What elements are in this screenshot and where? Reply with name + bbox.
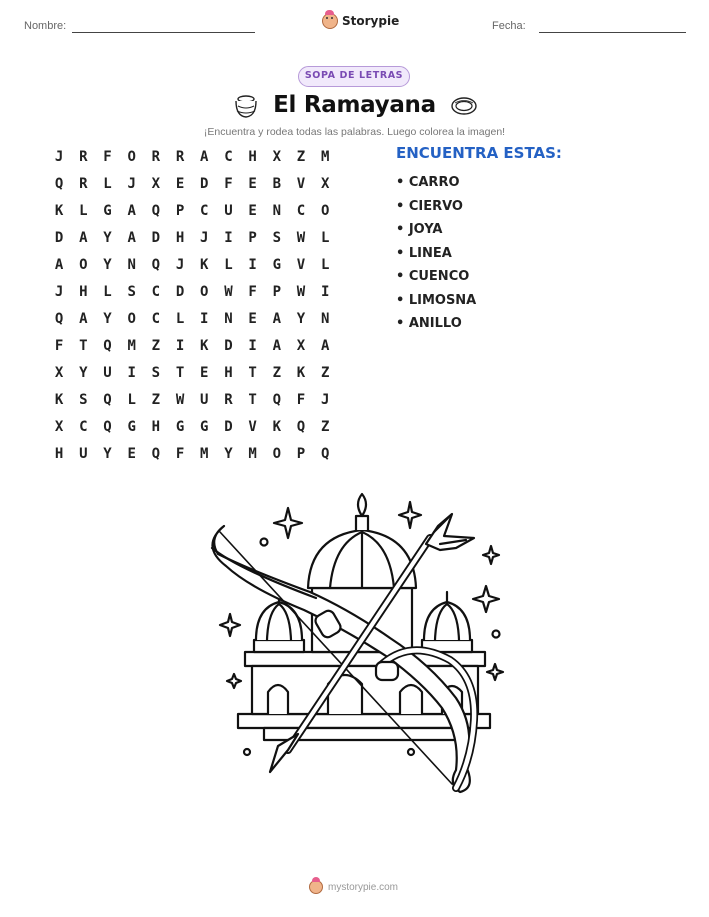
- grid-letter[interactable]: X: [296, 338, 306, 354]
- grid-letter[interactable]: Q: [151, 257, 161, 273]
- grid-letter[interactable]: S: [79, 392, 88, 408]
- grid-letter[interactable]: S: [272, 230, 281, 246]
- grid-letter[interactable]: K: [296, 365, 306, 381]
- grid-letter[interactable]: F: [248, 284, 257, 300]
- grid-letter[interactable]: G: [103, 203, 112, 219]
- grid-row: [47, 336, 337, 363]
- grid-letter[interactable]: R: [79, 149, 88, 165]
- grid-letter[interactable]: Y: [103, 257, 112, 273]
- grid-letter[interactable]: S: [127, 284, 136, 300]
- grid-letter[interactable]: I: [175, 338, 185, 354]
- grid-row: [47, 390, 337, 417]
- grid-letter[interactable]: Q: [272, 392, 281, 408]
- grid-letter[interactable]: C: [151, 311, 161, 327]
- grid-letter[interactable]: H: [151, 419, 161, 435]
- grid-letter[interactable]: W: [224, 284, 233, 300]
- grid-letter[interactable]: Z: [320, 419, 330, 435]
- grid-letter[interactable]: Q: [103, 392, 112, 408]
- grid-letter[interactable]: Z: [296, 149, 306, 165]
- temple-bow-arrow-drawing: [190, 488, 510, 808]
- grid-letter[interactable]: Q: [151, 203, 161, 219]
- date-line[interactable]: [539, 32, 686, 33]
- grid-letter[interactable]: Z: [320, 365, 330, 381]
- grid-letter[interactable]: D: [54, 230, 64, 246]
- grid-letter[interactable]: N: [224, 311, 233, 327]
- word-item: • ANILLO: [396, 316, 462, 331]
- grid-letter[interactable]: U: [224, 203, 233, 219]
- grid-letter[interactable]: H: [175, 230, 185, 246]
- grid-letter[interactable]: J: [127, 176, 136, 192]
- footer: [309, 880, 398, 894]
- grid-letter[interactable]: J: [175, 257, 185, 273]
- grid-letter[interactable]: D: [224, 419, 233, 435]
- grid-letter[interactable]: P: [175, 203, 185, 219]
- grid-letter[interactable]: W: [296, 230, 306, 246]
- grid-letter[interactable]: Y: [103, 230, 112, 246]
- grid-row: [47, 201, 337, 228]
- grid-letter[interactable]: L: [224, 257, 233, 273]
- grid-letter[interactable]: E: [248, 176, 257, 192]
- grid-letter[interactable]: I: [127, 365, 136, 381]
- word-item: • CUENCO: [396, 269, 470, 284]
- grid-letter[interactable]: T: [175, 365, 185, 381]
- grid-letter[interactable]: A: [79, 230, 88, 246]
- grid-letter[interactable]: M: [248, 446, 257, 462]
- grid-letter[interactable]: E: [175, 176, 185, 192]
- grid-row: [47, 309, 337, 336]
- grid-letter[interactable]: A: [320, 338, 330, 354]
- grid-letter[interactable]: A: [79, 311, 88, 327]
- grid-letter[interactable]: L: [79, 203, 88, 219]
- grid-letter[interactable]: J: [320, 392, 330, 408]
- grid-letter[interactable]: H: [248, 149, 257, 165]
- grid-letter[interactable]: I: [224, 230, 233, 246]
- grid-letter[interactable]: N: [127, 257, 136, 273]
- grid-letter[interactable]: T: [248, 392, 257, 408]
- grid-letter[interactable]: J: [54, 149, 64, 165]
- grid-letter[interactable]: K: [54, 203, 64, 219]
- grid-row: [47, 363, 337, 390]
- grid-letter[interactable]: J: [54, 284, 64, 300]
- grid-letter[interactable]: C: [79, 419, 88, 435]
- grid-letter[interactable]: I: [320, 284, 330, 300]
- grid-letter[interactable]: R: [151, 149, 161, 165]
- grid-row: [47, 147, 337, 174]
- word-item: • LINEA: [396, 245, 452, 261]
- grid-letter[interactable]: T: [79, 338, 88, 354]
- grid-letter[interactable]: I: [200, 311, 209, 327]
- grid-letter[interactable]: C: [200, 203, 209, 219]
- grid-letter[interactable]: Q: [103, 419, 112, 435]
- grid-letter[interactable]: P: [248, 230, 257, 246]
- grid-letter[interactable]: V: [248, 419, 257, 435]
- grid-letter[interactable]: A: [272, 338, 281, 354]
- grid-letter[interactable]: A: [127, 230, 136, 246]
- grid-row: [47, 444, 337, 471]
- grid-letter[interactable]: A: [127, 203, 136, 219]
- grid-letter[interactable]: G: [175, 419, 185, 435]
- grid-letter[interactable]: G: [272, 257, 281, 273]
- grid-letter[interactable]: Z: [151, 392, 161, 408]
- grid-letter[interactable]: E: [200, 365, 209, 381]
- grid-letter[interactable]: E: [127, 446, 136, 462]
- name-label: Nombre:: [24, 20, 67, 32]
- grid-letter[interactable]: X: [54, 365, 64, 381]
- grid-letter[interactable]: C: [224, 149, 233, 165]
- grid-letter[interactable]: Z: [151, 338, 161, 354]
- grid-letter[interactable]: K: [272, 419, 281, 435]
- grid-letter[interactable]: U: [79, 446, 88, 462]
- word-item: • JOYA: [396, 222, 443, 237]
- grid-letter[interactable]: X: [54, 419, 64, 435]
- storypie-logo-icon: [309, 880, 323, 894]
- grid-letter[interactable]: C: [151, 284, 161, 300]
- word-list-title: ENCUENTRA ESTAS:: [396, 144, 562, 162]
- grid-letter[interactable]: V: [296, 176, 306, 192]
- grid-letter[interactable]: T: [248, 365, 257, 381]
- grid-row: [47, 228, 337, 255]
- grid-letter[interactable]: L: [103, 284, 112, 300]
- grid-letter[interactable]: Q: [103, 338, 112, 354]
- grid-letter[interactable]: A: [200, 149, 209, 165]
- grid-letter[interactable]: D: [175, 284, 185, 300]
- grid-letter[interactable]: O: [200, 284, 209, 300]
- grid-letter[interactable]: I: [248, 257, 257, 273]
- grid-letter[interactable]: V: [296, 257, 306, 273]
- word-item: • CARRO: [396, 175, 460, 190]
- word-search-grid[interactable]: [47, 147, 337, 471]
- grid-letter[interactable]: F: [296, 392, 306, 408]
- grid-letter[interactable]: L: [320, 257, 330, 273]
- word-item: • CIERVO: [396, 198, 463, 214]
- grid-letter[interactable]: N: [272, 203, 281, 219]
- grid-letter[interactable]: P: [272, 284, 281, 300]
- grid-letter[interactable]: Y: [224, 446, 233, 462]
- grid-letter[interactable]: O: [320, 203, 330, 219]
- grid-letter[interactable]: X: [272, 149, 281, 165]
- grid-letter[interactable]: J: [200, 230, 209, 246]
- grid-letter[interactable]: P: [296, 446, 306, 462]
- grid-letter[interactable]: H: [224, 365, 233, 381]
- grid-letter[interactable]: L: [127, 392, 136, 408]
- page-title: El Ramayana: [273, 92, 436, 118]
- grid-letter[interactable]: I: [248, 338, 257, 354]
- grid-letter[interactable]: A: [272, 311, 281, 327]
- grid-letter[interactable]: Y: [103, 446, 112, 462]
- grid-letter[interactable]: G: [200, 419, 209, 435]
- grid-letter[interactable]: R: [79, 176, 88, 192]
- grid-row: [47, 282, 337, 309]
- name-line[interactable]: [72, 32, 255, 33]
- grid-letter[interactable]: L: [175, 311, 185, 327]
- grid-letter[interactable]: B: [272, 176, 281, 192]
- grid-letter[interactable]: N: [320, 311, 330, 327]
- grid-letter[interactable]: O: [272, 446, 281, 462]
- grid-letter[interactable]: D: [224, 338, 233, 354]
- grid-letter[interactable]: Y: [79, 365, 88, 381]
- grid-letter[interactable]: Y: [296, 311, 306, 327]
- grid-letter[interactable]: K: [200, 257, 209, 273]
- grid-letter[interactable]: H: [79, 284, 88, 300]
- grid-letter[interactable]: F: [103, 149, 112, 165]
- grid-letter[interactable]: L: [103, 176, 112, 192]
- grid-letter[interactable]: G: [127, 419, 136, 435]
- activity-badge: SOPA DE LETRAS: [298, 66, 410, 87]
- grid-letter[interactable]: W: [296, 284, 306, 300]
- word-list: [396, 144, 562, 340]
- grid-letter[interactable]: A: [54, 257, 64, 273]
- grid-letter[interactable]: O: [127, 149, 136, 165]
- grid-letter[interactable]: Z: [272, 365, 281, 381]
- grid-letter[interactable]: H: [54, 446, 64, 462]
- grid-letter[interactable]: U: [103, 365, 112, 381]
- grid-letter[interactable]: F: [224, 176, 233, 192]
- footer-url[interactable]: mystorypie.com: [328, 881, 399, 893]
- grid-letter[interactable]: Y: [103, 311, 112, 327]
- brand: [322, 13, 399, 29]
- grid-letter[interactable]: M: [127, 338, 136, 354]
- grid-letter[interactable]: D: [151, 230, 161, 246]
- instructions: ¡Encuentra y rodea todas las palabras. Luego colorea la imagen!: [203, 126, 506, 138]
- ring-icon: [450, 96, 478, 116]
- grid-letter[interactable]: U: [200, 392, 209, 408]
- grid-letter[interactable]: W: [175, 392, 185, 408]
- grid-letter[interactable]: X: [320, 176, 330, 192]
- grid-letter[interactable]: K: [54, 392, 64, 408]
- grid-letter[interactable]: C: [296, 203, 306, 219]
- grid-letter[interactable]: Q: [151, 446, 161, 462]
- grid-letter[interactable]: E: [248, 311, 257, 327]
- grid-letter[interactable]: X: [151, 176, 161, 192]
- grid-letter[interactable]: K: [200, 338, 209, 354]
- date-label: Fecha:: [492, 20, 526, 32]
- grid-row: [47, 174, 337, 201]
- grid-letter[interactable]: E: [248, 203, 257, 219]
- grid-letter[interactable]: R: [224, 392, 233, 408]
- brand-name: Storypie: [342, 14, 400, 28]
- grid-letter[interactable]: Q: [54, 311, 64, 327]
- grid-row: [47, 255, 337, 282]
- grid-letter[interactable]: L: [320, 230, 330, 246]
- grid-letter[interactable]: M: [320, 149, 330, 165]
- storypie-logo-icon: [322, 13, 338, 29]
- grid-row: [47, 417, 337, 444]
- grid-letter[interactable]: Q: [54, 176, 64, 192]
- grid-letter[interactable]: F: [175, 446, 185, 462]
- word-item: • LIMOSNA: [396, 292, 477, 308]
- grid-letter[interactable]: Q: [296, 419, 306, 435]
- grid-letter[interactable]: O: [79, 257, 88, 273]
- grid-letter[interactable]: O: [127, 311, 136, 327]
- grid-letter[interactable]: D: [200, 176, 209, 192]
- grid-letter[interactable]: R: [175, 149, 185, 165]
- grid-letter[interactable]: M: [200, 446, 209, 462]
- grid-letter[interactable]: F: [54, 338, 64, 354]
- grid-letter[interactable]: Q: [320, 446, 330, 462]
- grid-letter[interactable]: S: [151, 365, 161, 381]
